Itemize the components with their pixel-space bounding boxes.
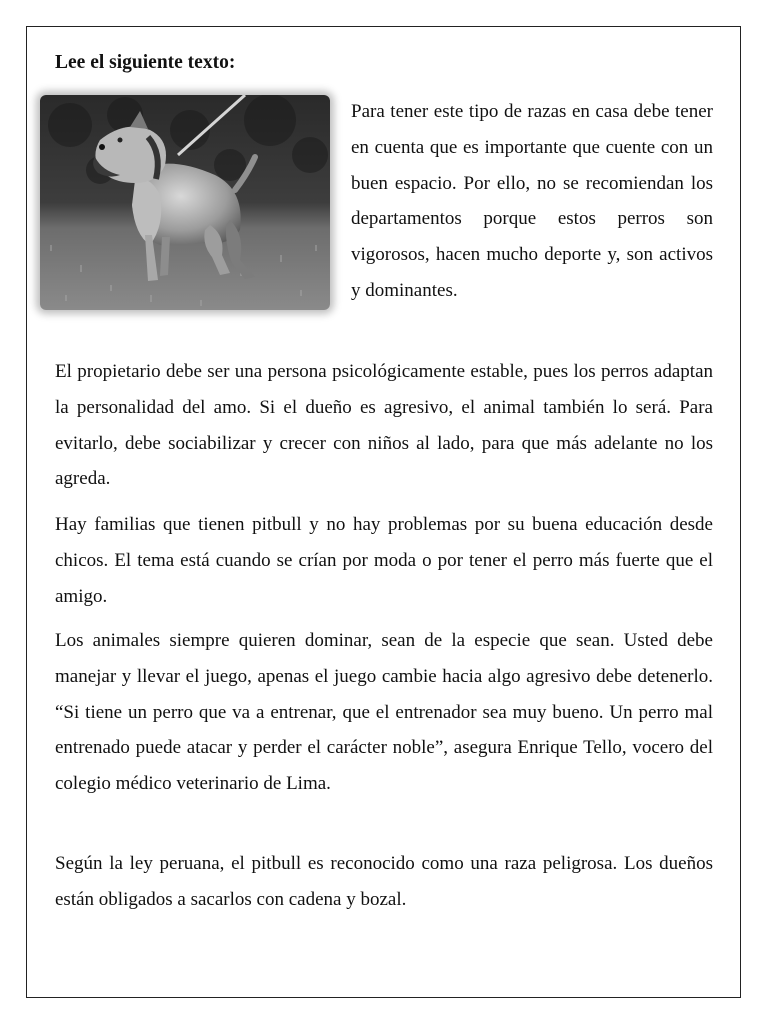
intro-paragraph: Para tener este tipo de razas en casa debe tener en cuenta que es importante que cuente con un buen espacio. Por ello, no se recomiendan los departamentos porque estos perros son vigorosos, hacen mucho deporte y, son activos y dominantes.: [351, 101, 713, 301]
pitbull-dog-photo: [40, 95, 330, 310]
paragraph-animals: Los animales siempre quieren dominar, sean de la especie que sean. Usted debe manejar y llevar el juego, apenas el juego cambie hacia algo agresivo debe detenerlo. “Si tiene un perro que va a entrenar, que el entrenador sea muy bueno. Un perro mal entrenado puede atacar y perder el carácter noble”, asegura Enrique Tello, vocero del colegio médico veterinario de Lima.: [55, 630, 713, 795]
paragraph-owner: El propietario debe ser una persona psicológicamente estable, pues los perros adaptan la personalidad del amo. Si el dueño es agresivo, el animal también lo será. Para evitarlo, debe sociabilizar y crecer con niños al lado, para que más adelante no los agreda.: [55, 361, 713, 490]
paragraph-law: Según la ley peruana, el pitbull es reconocido como una raza peligrosa. Los dueños están obligados a sacarlos con cadena y bozal.: [55, 853, 713, 910]
heading: Lee el siguiente texto:: [55, 52, 236, 73]
paragraph-families: Hay familias que tienen pitbull y no hay problemas por su buena educación desde chicos. El tema está cuando se crían por moda o por tener el perro más fuerte que el amigo.: [55, 514, 713, 607]
